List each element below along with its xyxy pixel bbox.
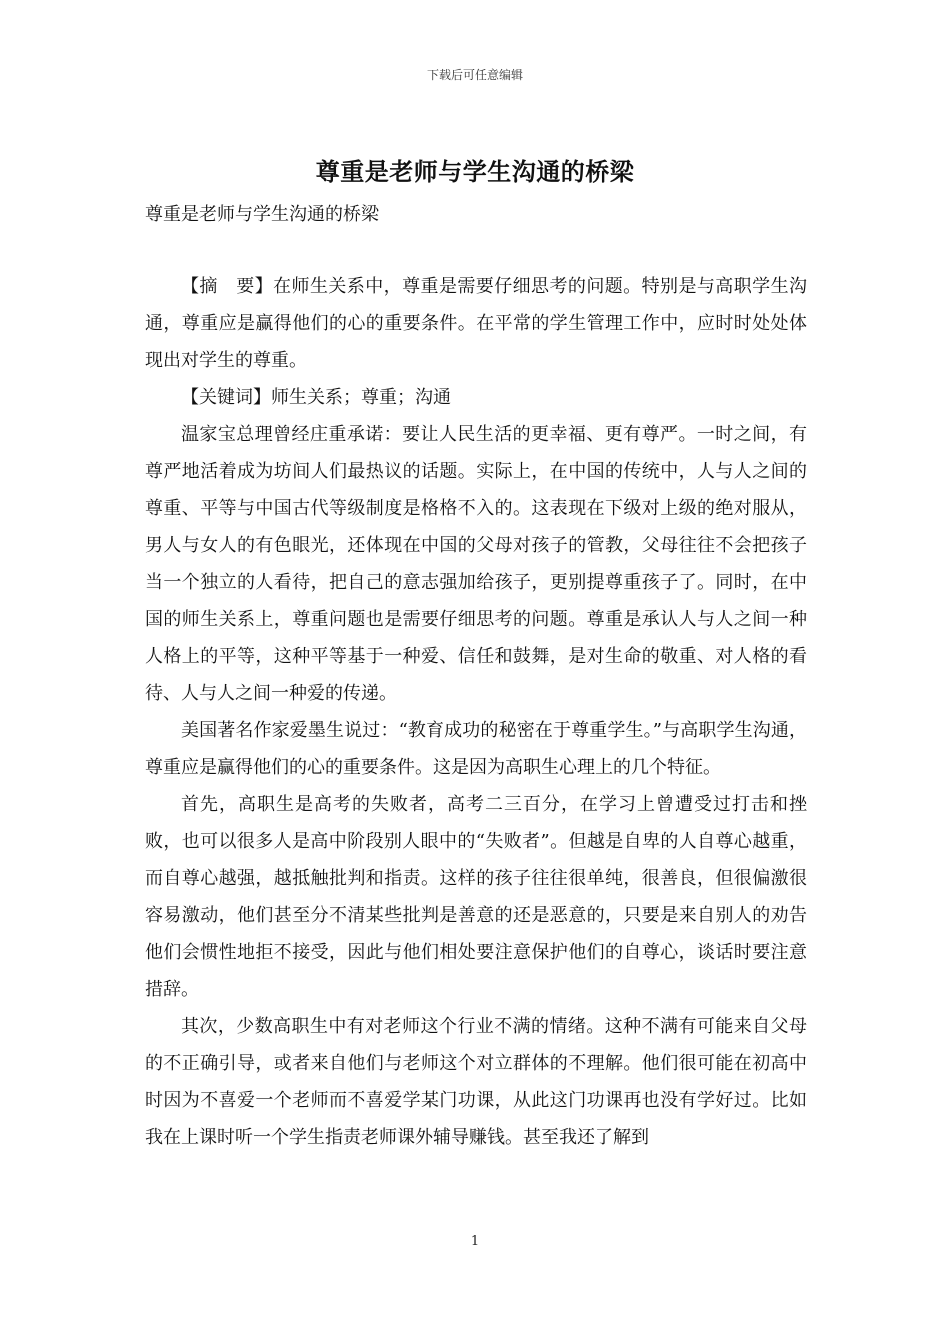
document-subtitle: 尊重是老师与学生沟通的桥梁: [145, 204, 379, 225]
body-paragraph: 美国著名作家爱墨生说过：“教育成功的秘密在于尊重学生。”与高职学生沟通，尊重应是赢得他们的心的重要条件。这是因为高职生心理上的几个特征。: [145, 720, 807, 778]
abstract-paragraph: 【摘 要】在师生关系中，尊重是需要仔细思考的问题。特别是与高职学生沟通，尊重应是赢得他们的心的重要条件。在平常的学生管理工作中，应时时处处体现出对学生的尊重。: [145, 276, 807, 371]
body-paragraph: 其次，少数高职生中有对老师这个行业不满的情绪。这种不满有可能来自父母的不正确引导，或者来自他们与老师这个对立群体的不理解。他们很可能在初高中时因为不喜爱一个老师而不喜爱学某门功课，从此这门功课再也没有学好过。比如我在上课时听一个学生指责老师课外辅导赚钱。甚至我还了解到: [145, 1016, 807, 1148]
page-header: 下载后可任意编辑: [426, 68, 523, 82]
document-title: 尊重是老师与学生沟通的桥梁: [315, 157, 635, 186]
page-number: 1: [470, 1234, 480, 1249]
body-paragraph: 温家宝总理曾经庄重承诺：要让人民生活的更幸福、更有尊严。一时之间，有尊严地活着成为坊间人们最热议的话题。实际上，在中国的传统中，人与人之间的尊重、平等与中国古代等级制度是格格不入的。这表现在下级对上级的绝对服从，男人与女人的有色眼光，还体现在中国的父母对孩子的管教，父母往往不会把孩子当一个独立的人看待，把自己的意志强加给孩子，更别提尊重孩子了。同时，在中国的师生关系上，尊重问题也是需要仔细思考的问题。尊重是承认人与人之间一种人格上的平等，这种平等基于一种爱、信任和鼓舞，是对生命的敬重、对人格的看待、人与人之间一种爱的传递。: [145, 424, 807, 704]
keywords-paragraph: 【关键词】师生关系；尊重；沟通: [181, 387, 451, 408]
document-body: [145, 268, 807, 1156]
body-paragraph: 首先，高职生是高考的失败者，高考二三百分，在学习上曾遭受过打击和挫败，也可以很多人是高中阶段别人眼中的“失败者”。但越是自卑的人自尊心越重，而自尊心越强，越抵触批判和指责。这样的孩子往往很单纯，很善良，但很偏激很容易激动，他们甚至分不清某些批判是善意的还是恶意的，只要是来自别人的劝告他们会惯性地拒不接受，因此与他们相处要注意保护他们的自尊心，谈话时要注意措辞。: [145, 794, 807, 1000]
